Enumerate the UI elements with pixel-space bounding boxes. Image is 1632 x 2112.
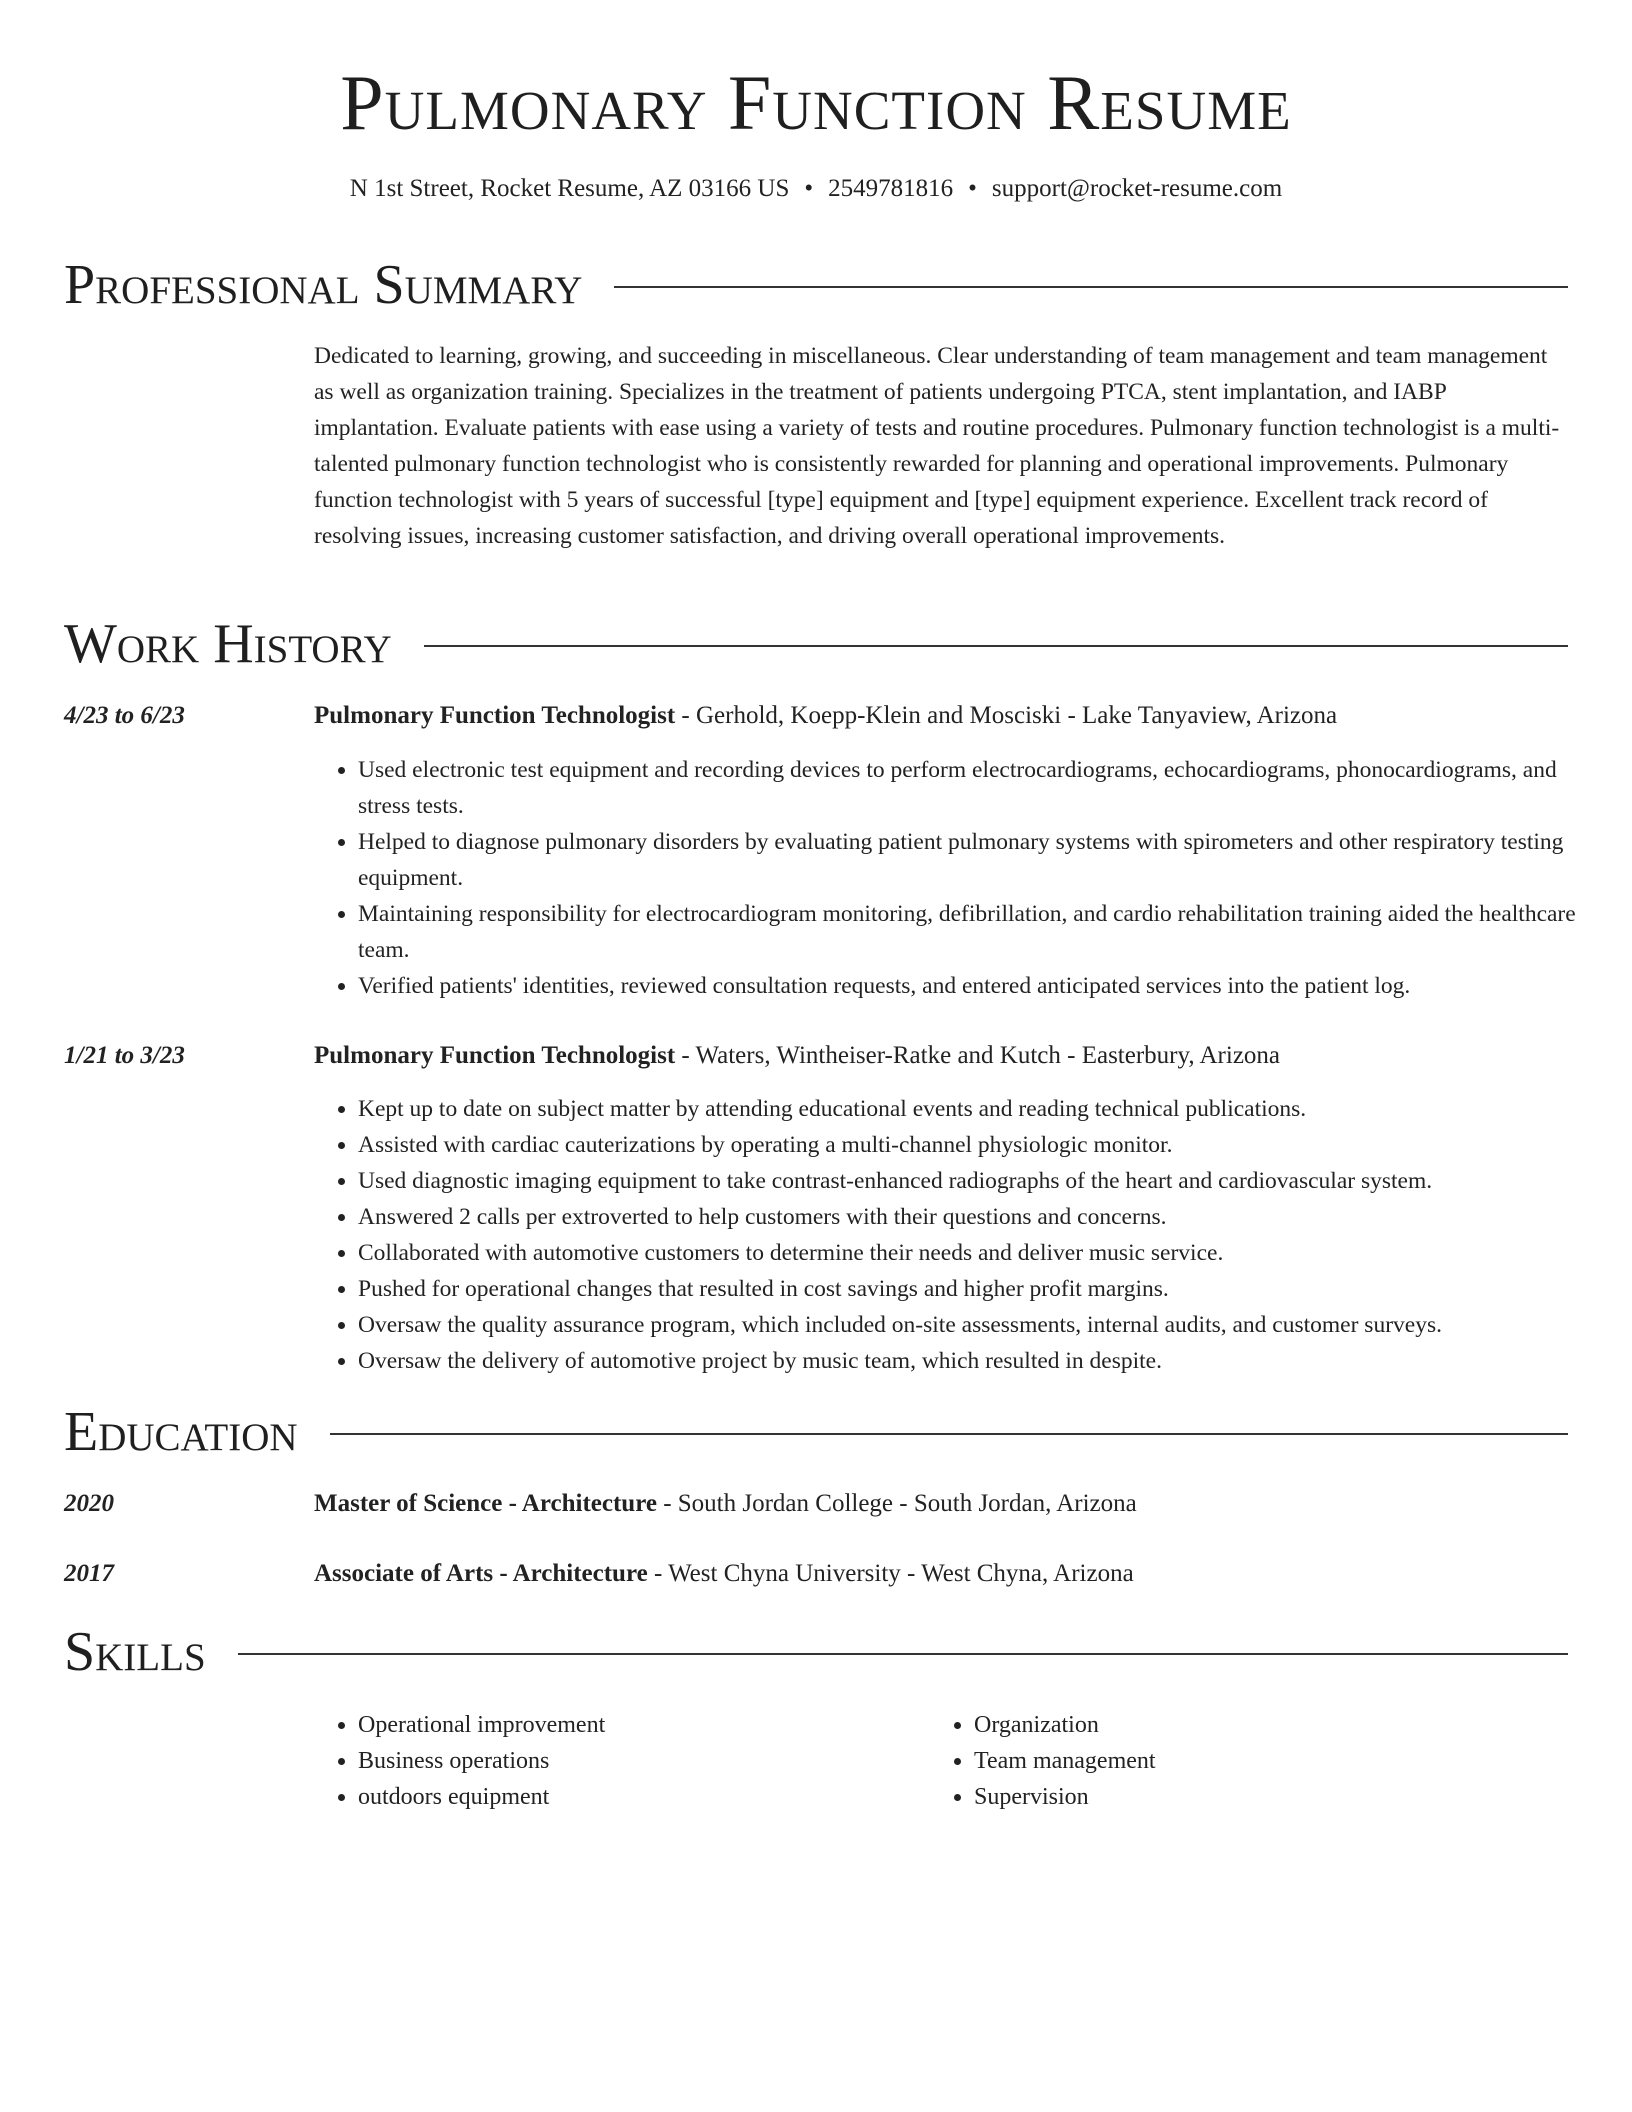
list-item: • Assisted with cardiac cauterizations by operating a multi-channel physiologic monitor.	[358, 1127, 1612, 1163]
contact-phone: 2549781816	[828, 175, 954, 202]
job-bullets	[314, 1091, 1612, 1379]
resume-title: Pulmonary Function Resume	[340, 59, 1292, 146]
education-heading	[314, 1556, 1568, 1592]
section-title: Work History	[64, 613, 392, 675]
job-employer: - Gerhold, Koepp-Klein and Mosciski - Lake Tanyaview, Arizona	[675, 702, 1338, 729]
job-title: Pulmonary Function Technologist	[314, 702, 676, 729]
list-item: • Helped to diagnose pulmonary disorders by evaluating patient pulmonary systems with spirometers and other respiratory testing equipment.	[358, 824, 1612, 896]
degree-title: Master of Science - Architecture	[314, 1490, 657, 1517]
job-employer: - Waters, Wintheiser-Ratke and Kutch - Easterbury, Arizona	[675, 1042, 1281, 1069]
section-header-skills	[64, 1617, 1568, 1687]
skills-list-left	[314, 1707, 928, 1815]
list-item: • Maintaining responsibility for electrocardiogram monitoring, defibrillation, and cardio rehabilitation training aided the healthcare team.	[358, 896, 1612, 968]
contact-email: support@rocket-resume.com	[991, 175, 1283, 202]
school-detail: - West Chyna University - West Chyna, Arizona	[647, 1560, 1134, 1587]
education-heading	[314, 1486, 1568, 1522]
section-title: Education	[64, 1401, 298, 1463]
school-detail: - South Jordan College - South Jordan, Arizona	[656, 1490, 1137, 1517]
section-title: Professional Summary	[64, 254, 583, 316]
section-header-education	[64, 1397, 1568, 1467]
job-dates: 1/21 to 3/23	[64, 1042, 185, 1069]
list-item: • Verified patients' identities, reviewed consultation requests, and entered anticipated services into the patient log.	[358, 968, 1612, 1004]
list-item: • Used diagnostic imaging equipment to take contrast-enhanced radiographs of the heart and cardiovascular system.	[358, 1163, 1612, 1199]
section-header-summary	[64, 250, 1568, 320]
list-item: • Collaborated with automotive customers to determine their needs and deliver music service.	[358, 1235, 1612, 1271]
job-heading	[314, 698, 1568, 734]
job-bullets	[314, 752, 1612, 1004]
contact-address: N 1st Street, Rocket Resume, AZ 03166 US	[349, 175, 790, 202]
skill-item: • Team management	[974, 1743, 1574, 1779]
contact-line	[0, 172, 1632, 206]
education-year: 2017	[64, 1560, 114, 1587]
section-title: Skills	[64, 1621, 206, 1683]
skill-item: • outdoors equipment	[358, 1779, 928, 1815]
list-item: • Kept up to date on subject matter by attending educational events and reading technical publications.	[358, 1091, 1612, 1127]
section-divider	[614, 286, 1568, 288]
skill-item: • Business operations	[358, 1743, 928, 1779]
list-item: • Pushed for operational changes that resulted in cost savings and higher profit margins.	[358, 1271, 1612, 1307]
skill-item: • Organization	[974, 1707, 1574, 1743]
list-item: • Used electronic test equipment and recording devices to perform electrocardiograms, echocardiograms, phonocardiograms, and stress tests.	[358, 752, 1612, 824]
job-title: Pulmonary Function Technologist	[314, 1042, 676, 1069]
skill-item: • Operational improvement	[358, 1707, 928, 1743]
list-item: • Oversaw the delivery of automotive project by music team, which resulted in despite.	[358, 1343, 1612, 1379]
section-divider	[330, 1433, 1568, 1435]
skills-list-right	[930, 1707, 1574, 1815]
degree-title: Associate of Arts - Architecture	[314, 1560, 648, 1587]
job-heading	[314, 1038, 1568, 1074]
list-item: • Oversaw the quality assurance program, which included on-site assessments, internal audits, and customer surveys.	[358, 1307, 1612, 1343]
section-divider	[238, 1653, 1568, 1655]
summary-paragraph: Dedicated to learning, growing, and succeeding in miscellaneous. Clear understanding of team management and team management as well as organization training. Specializes in the treatment of patients undergoing PTCA, stent implantation, and IABP implantation. Evaluate patients with ease using a variety of tests and routine procedures. Pulmonary function technologist is a multi-talented pulmonary function technologist who is consistently rewarded for planning and operational improvements. Pulmonary function technologist with 5 years of successful [type] equipment and [type] equipment experience. Excellent track record of resolving issues, increasing customer satisfaction, and driving overall operational improvements.	[314, 343, 1560, 549]
job-dates: 4/23 to 6/23	[64, 702, 185, 729]
contact-separator: •	[804, 175, 814, 202]
contact-separator: •	[968, 175, 977, 202]
list-item: • Answered 2 calls per extroverted to help customers with their questions and concerns.	[358, 1199, 1612, 1235]
education-year: 2020	[64, 1490, 114, 1517]
skill-item: • Supervision	[974, 1779, 1574, 1815]
section-divider	[424, 645, 1568, 647]
section-header-work-history	[64, 609, 1568, 679]
